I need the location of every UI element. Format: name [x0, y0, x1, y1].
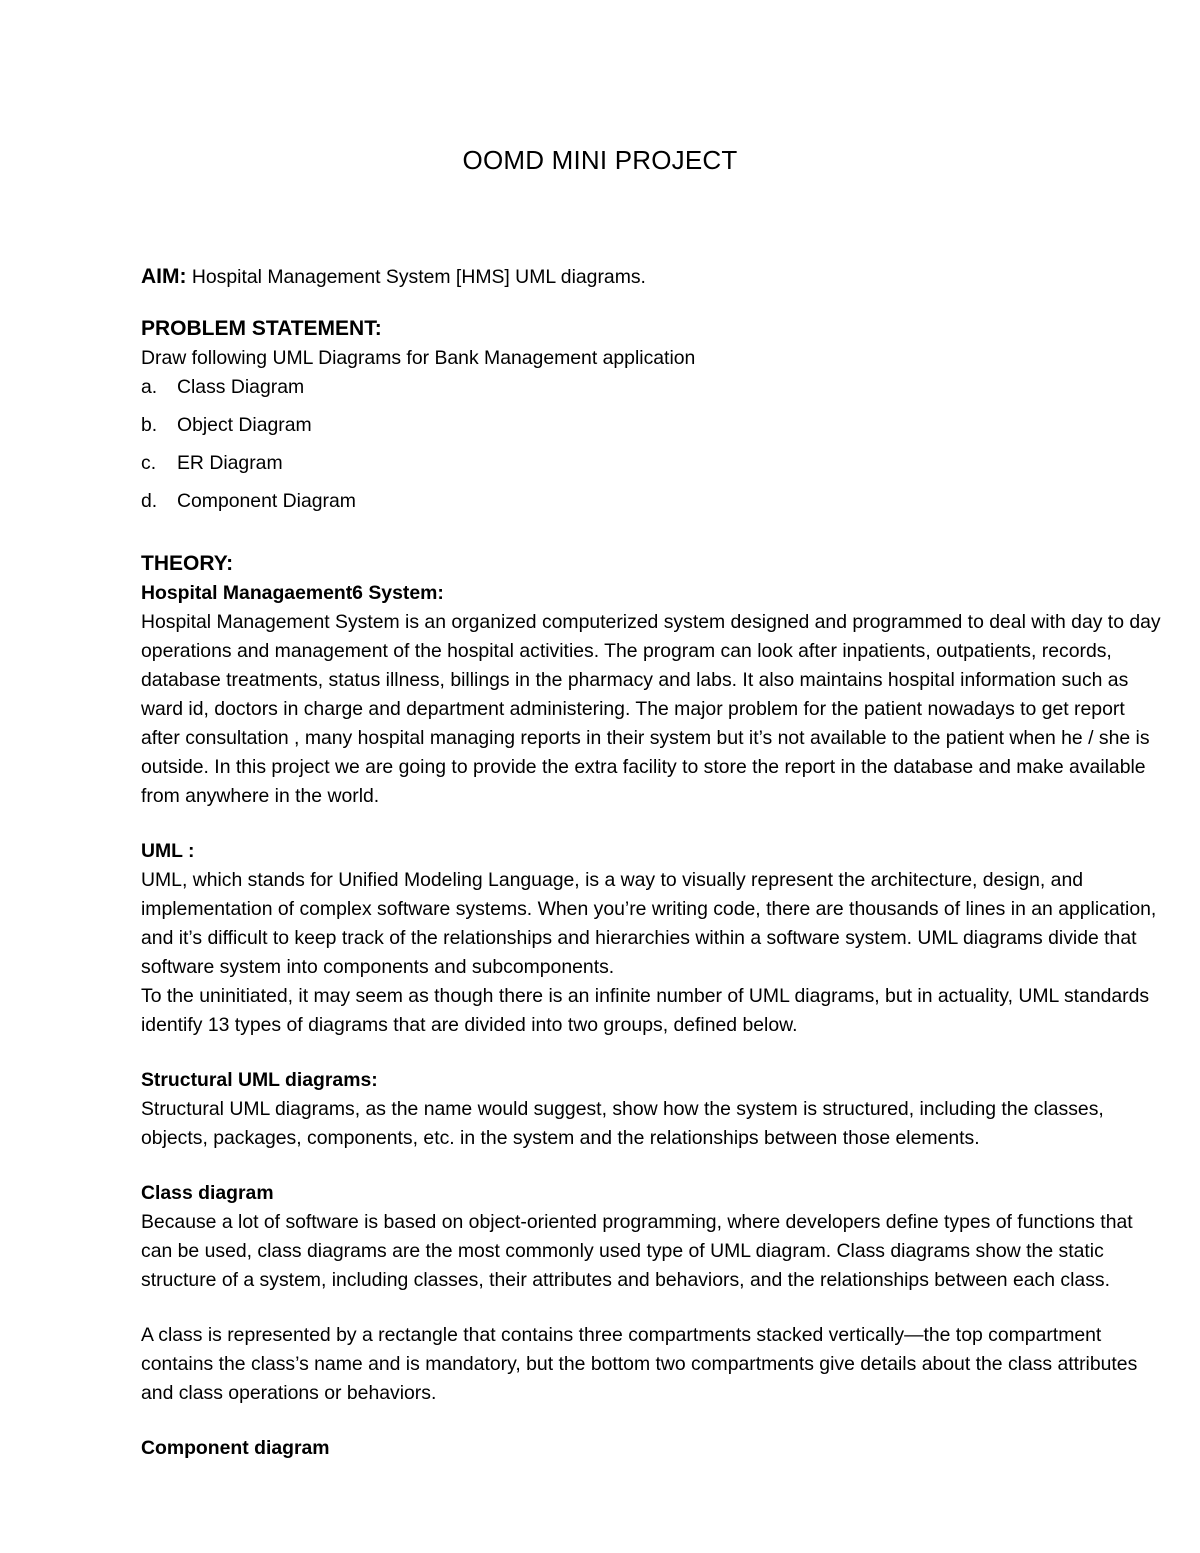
- class-diagram-paragraph-1: Because a lot of software is based on object-oriented programming, where developers define types of functions that can be used, class diagrams are the most commonly used type of UML diagram. Class diagrams show the static structure of a system, including classes, their attributes and behaviors, and the relationships between each class.: [141, 1211, 1133, 1291]
- list-item: [141, 487, 1161, 525]
- hms-paragraph: Hospital Management System is an organized computerized system designed and programmed to deal with day to day operations and management of the hospital activities. The program can look after inpatients, outpatients, records, database treatments, status illness, billings in the pharmacy and labs. It also maintains hospital information such as ward id, doctors in charge and department administering. The major problem for the patient nowadays to get report after consultation , many hospital managing reports in their system but it’s not available to the patient when he / she is outside. In this project we are going to provide the extra facility to store the report in the database and make available from anywhere in the world.: [141, 611, 1161, 807]
- diagram-list: [141, 373, 1161, 525]
- aim-label: AIM:: [141, 265, 187, 288]
- problem-statement-intro: Draw following UML Diagrams for Bank Management application: [141, 347, 696, 369]
- list-item: [141, 373, 1161, 411]
- aim-line: [141, 262, 1161, 292]
- uml-paragraph-2: To the uninitiated, it may seem as though there is an infinite number of UML diagrams, but in actuality, UML standards identify 13 types of diagrams that are divided into two groups, defined below.: [141, 985, 1150, 1036]
- component-diagram-heading: Component diagram: [141, 1437, 330, 1459]
- list-item-text: Object Diagram: [177, 414, 312, 436]
- class-diagram-heading: Class diagram: [141, 1182, 274, 1204]
- list-marker: d.: [141, 490, 158, 512]
- list-item: [141, 449, 1161, 487]
- theory-heading: THEORY:: [141, 552, 234, 575]
- list-item-text: ER Diagram: [177, 452, 283, 474]
- document-body: [141, 262, 1161, 1463]
- class-diagram-paragraph-2: A class is represented by a rectangle that contains three compartments stacked vertically—the top compartment contains the class’s name and is mandatory, but the bottom two compartments give details about the class attributes and class operations or behaviors.: [141, 1324, 1138, 1404]
- uml-heading: UML :: [141, 840, 195, 862]
- list-item: [141, 411, 1161, 449]
- list-marker: a.: [141, 376, 158, 398]
- list-marker: c.: [141, 452, 157, 474]
- hms-heading: Hospital Managaement6 System:: [141, 582, 444, 604]
- structural-paragraph: Structural UML diagrams, as the name would suggest, show how the system is structured, including the classes, objects, packages, components, etc. in the system and the relationships between those elements.: [141, 1098, 1104, 1149]
- aim-text: Hospital Management System [HMS] UML diagrams.: [186, 266, 646, 288]
- list-item-text: Component Diagram: [177, 490, 356, 512]
- problem-statement-heading: PROBLEM STATEMENT:: [141, 317, 382, 340]
- list-marker: b.: [141, 414, 158, 436]
- document-title: OOMD MINI PROJECT: [462, 145, 738, 175]
- structural-heading: Structural UML diagrams:: [141, 1069, 378, 1091]
- list-item-text: Class Diagram: [177, 376, 305, 398]
- uml-paragraph-1: UML, which stands for Unified Modeling Language, is a way to visually represent the architecture, design, and implementation of complex software systems. When you’re writing code, there are thousands of lines in an application, and it’s difficult to keep track of the relationships and hierarchies within a software system. UML diagrams divide that software system into components and subcomponents.: [141, 869, 1157, 978]
